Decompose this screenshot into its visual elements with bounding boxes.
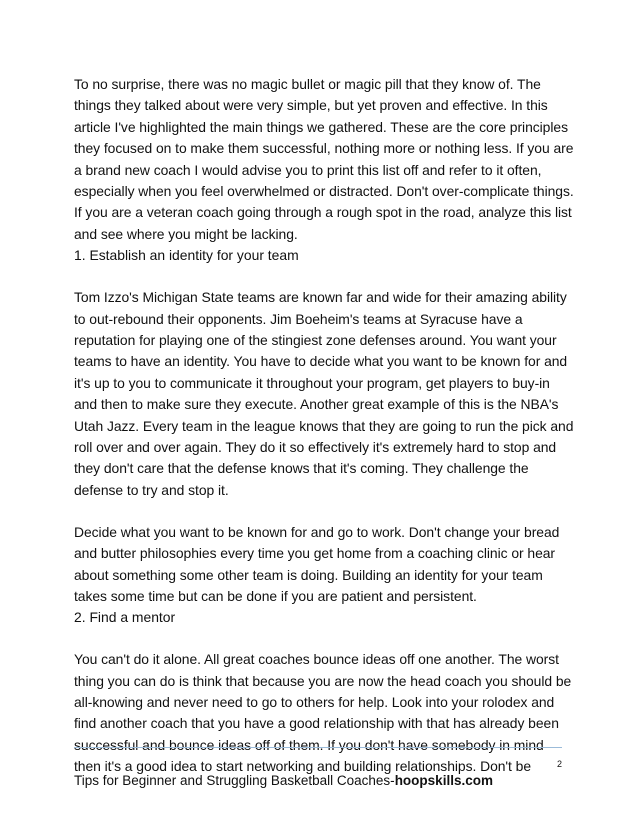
page-body xyxy=(74,74,574,778)
mentor-paragraph: You can't do it alone. All great coaches bounce ideas off one another. The worst thing you can do is think that because you are now the head coach you should be all-knowing and never need to go to others for help. Look into your rolodex and find another coach that you have a good relationship with that has already been successful and bounce ideas off of them. If you don't have somebody in mind then it's a good idea to start networking and building relationships. Don't be xyxy=(74,651,572,775)
footer-title-prefix: Tips for Beginner and Struggling Basketball Coaches- xyxy=(74,773,395,788)
intro-paragraph: To no surprise, there was no magic bullet or magic pill that they know of. The things they talked about were very simple, but yet proven and effective. In this article I've highlighted the main things we gathered. These are the core principles they focused on to make them successful, nothing more or nothing less. If you are a brand new coach I would advise you to print this list off and refer to it often, especially when you feel overwhelmed or distracted. Don't over-complicate things. If you are a veteran coach going through a rough spot in the road, analyze this list and see where you might be lacking. xyxy=(74,76,574,242)
footer-divider xyxy=(74,747,562,748)
page-number: 2 xyxy=(556,759,562,769)
identity-paragraph: Tom Izzo's Michigan State teams are known far and wide for their amazing ability to out-rebound their opponents. Jim Boeheim's teams at Syracuse have a reputation for playing one of the stingiest zone defenses around. You want your teams to have an identity. You have to decide what you want to be known for and it's up to you to communicate it throughout your program, get players to buy-in and then to make sure they execute. Another great example of this is the NBA's Utah Jazz. Every team in the league knows that they are going to run the pick and roll over and over again. They do it so effectively it's extremely hard to stop and they don't care that the defense knows that it's coming. They challenge the defense to try and stop it. xyxy=(74,289,574,498)
footer-site-name: hoopskills.com xyxy=(394,773,493,788)
footer-title xyxy=(74,771,493,791)
section-heading-mentor: 2. Find a mentor xyxy=(74,609,176,626)
section-heading-identity: 1. Establish an identity for your team xyxy=(74,247,299,264)
identity-paragraph-2: Decide what you want to be known for and go to work. Don't change your bread and butter philosophies every time you get home from a coaching clinic or hear about something some other team is doing. Building an identity for your team takes some time but can be done if you are patient and persistent. xyxy=(74,523,560,604)
